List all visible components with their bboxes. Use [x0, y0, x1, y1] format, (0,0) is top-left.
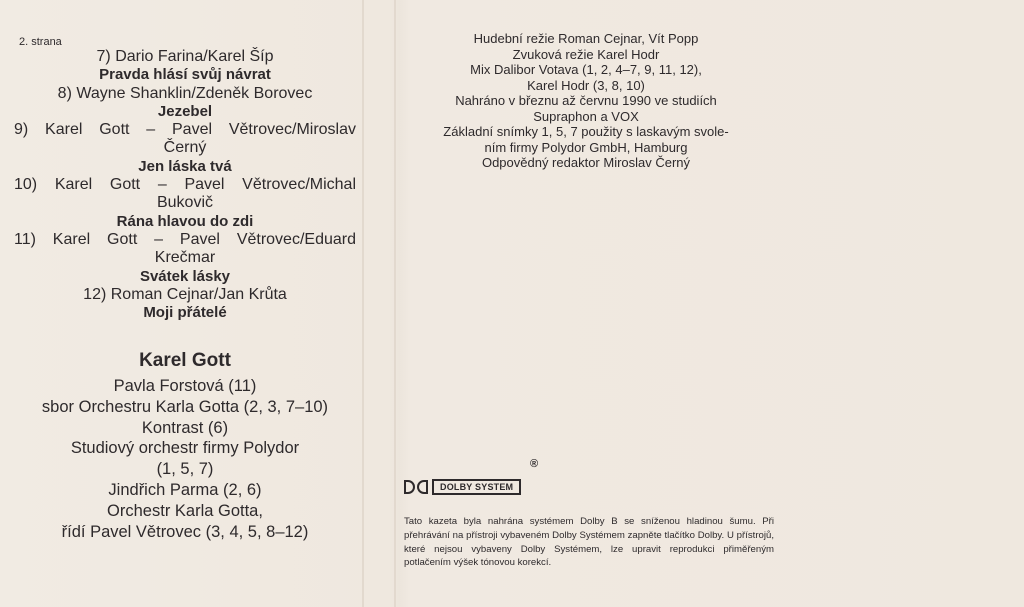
production-line: Nahráno v březnu až červnu 1990 ve studiích: [455, 93, 717, 108]
dolby-logo: [404, 479, 521, 495]
production-line: Základní snímky 1, 5, 7 použity s laskavým svole-: [443, 124, 729, 139]
track-credit: 12) Roman Cejnar/Jan Krůta: [83, 285, 287, 303]
track-list: [14, 48, 356, 322]
track-credit: 10) Karel Gott – Pavel Větrovec/Michal: [14, 176, 356, 194]
track-credit: 9) Karel Gott – Pavel Větrovec/Miroslav: [14, 121, 356, 139]
artist-credit: řídí Pavel Větrovec (3, 4, 5, 8–12): [61, 522, 309, 541]
artist-name: Karel Gott: [139, 350, 231, 371]
dolby-system-label: DOLBY SYSTEM: [432, 479, 521, 495]
track-credit-cont: Černý: [163, 139, 207, 157]
track-credit: 8) Wayne Shanklin/Zdeněk Borovec: [57, 84, 313, 102]
production-line: Zvuková režie Karel Hodr: [512, 46, 660, 62]
track-credit-cont: Krečmar: [154, 249, 216, 267]
production-line: Karel Hodr (3, 8, 10): [527, 77, 645, 93]
registered-mark: ®: [530, 458, 539, 470]
artist-credit: Pavla Forstová (11): [113, 377, 257, 395]
track-credit-cont: Bukovič: [156, 194, 214, 212]
production-line: Supraphon a VOX: [533, 108, 639, 124]
track-title: Svátek lásky: [139, 267, 231, 285]
track-title: Jezebel: [157, 102, 213, 120]
artist-credit: Jindřich Parma (2, 6): [108, 480, 262, 499]
track-title: Moji přátelé: [143, 304, 227, 322]
artist-block: [14, 350, 356, 542]
production-credits: [400, 31, 772, 171]
artist-credit: sbor Orchestru Karla Gotta (2, 3, 7–10): [41, 397, 329, 416]
dolby-notice: Tato kazeta byla nahrána systémem Dolby B se sníženou hladinou šumu. Při přehrávání na přístroji vybaveném Dolby Systémem zapněte tlačítko Dolby. U přístrojů, které nejsou vybaveny Dolby Systémem, lze upravit reprodukci přiměřeným potlačením výšek tónovou korekcí.: [404, 516, 774, 569]
production-line: ním firmy Polydor GmbH, Hamburg: [484, 139, 688, 155]
fold-line: [394, 0, 396, 607]
track-credit: 7) Dario Farina/Karel Šíp: [96, 48, 274, 65]
artist-credit: Kontrast (6): [141, 418, 229, 437]
track-credit: 11) Karel Gott – Pavel Větrovec/Eduard: [14, 230, 356, 248]
track-title: Rána hlavou do zdi: [116, 212, 254, 230]
track-title: Pravda hlásí svůj návrat: [99, 66, 271, 84]
side-label: 2. strana: [19, 36, 62, 48]
artist-credit: Orchestr Karla Gotta,: [107, 501, 263, 520]
double-d-icon: [404, 480, 428, 494]
artist-credit: (1, 5, 7): [156, 460, 214, 479]
artist-credit: Studiový orchestr firmy Polydor: [70, 439, 300, 458]
production-line: Hudební režie Roman Cejnar, Vít Popp: [473, 31, 699, 46]
track-title: Jen láska tvá: [138, 157, 232, 175]
production-line: Mix Dalibor Votava (1, 2, 4–7, 9, 11, 12),: [470, 62, 702, 77]
production-line: Odpovědný redaktor Miroslav Černý: [481, 155, 691, 170]
fold-line: [362, 0, 364, 607]
